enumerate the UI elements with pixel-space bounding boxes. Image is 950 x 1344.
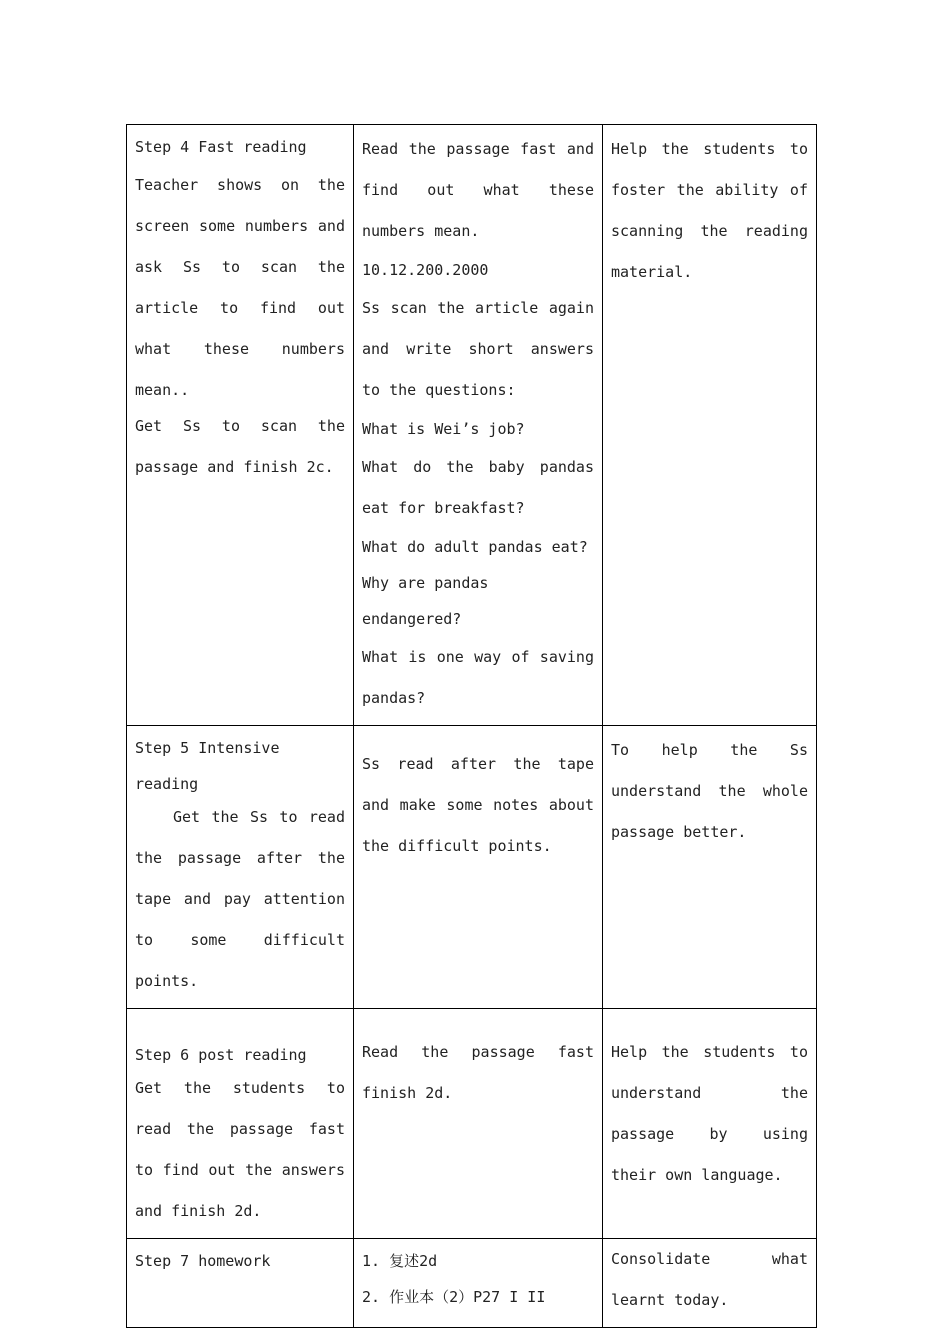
student-line: Why are pandas endangered? [362, 574, 489, 628]
student-line: 10.12.200.2000 [362, 261, 489, 279]
activity-cell [127, 125, 354, 726]
student-line: Ss scan the article again and write short answers to the questions: [362, 299, 594, 399]
student-line: What do the baby pandas eat for breakfast? [362, 458, 594, 517]
table-row-step-6 [127, 1009, 817, 1239]
student-line: What do adult pandas eat? [362, 538, 588, 556]
student-line: 2. 作业本（2）P27 I II [362, 1288, 546, 1306]
student-activity-cell [354, 726, 603, 1009]
purpose-text: Help the students to foster the ability of scanning the reading material. [611, 140, 808, 281]
student-line: Read the passage fast finish 2d. [362, 1043, 594, 1102]
activity-paragraph: Get Ss to scan the passage and finish 2c. [135, 417, 345, 476]
student-line: 1. 复述2d [362, 1252, 438, 1270]
step-title: Step 5 Intensive reading [135, 739, 280, 793]
purpose-cell [603, 125, 817, 726]
table-row-step-4 [127, 125, 817, 726]
table-row-step-7 [127, 1239, 817, 1328]
purpose-cell [603, 726, 817, 1009]
student-line: What is one way of saving pandas? [362, 648, 594, 707]
step-title: Step 7 homework [135, 1252, 271, 1270]
step-title: Step 4 Fast reading [135, 138, 307, 156]
purpose-cell [603, 1239, 817, 1328]
student-line: Read the passage fast and find out what these numbers mean. [362, 140, 594, 240]
activity-cell [127, 726, 354, 1009]
student-activity-cell [354, 1009, 603, 1239]
purpose-cell [603, 1009, 817, 1239]
step-title: Step 6 post reading [135, 1046, 307, 1064]
purpose-text: To help the Ss understand the whole passage better. [611, 741, 808, 841]
activity-cell [127, 1009, 354, 1239]
student-activity-cell [354, 125, 603, 726]
purpose-text: Help the students to understand the passage by using their own language. [611, 1043, 808, 1184]
lesson-plan-table [126, 124, 817, 1328]
activity-paragraph: Get the students to read the passage fast to find out the answers and finish 2d. [135, 1079, 345, 1220]
student-line: Ss read after the tape and make some notes about the difficult points. [362, 755, 594, 855]
activity-paragraph: Teacher shows on the screen some numbers and ask Ss to scan the article to find out what these numbers mean.. [135, 176, 345, 399]
student-line: What is Wei’s job? [362, 420, 525, 438]
student-activity-cell [354, 1239, 603, 1328]
table-row-step-5 [127, 726, 817, 1009]
activity-paragraph: Get the Ss to read the passage after the tape and pay attention to some difficult points. [135, 808, 345, 990]
purpose-text: Consolidate what learnt today. [611, 1250, 808, 1309]
activity-cell [127, 1239, 354, 1328]
